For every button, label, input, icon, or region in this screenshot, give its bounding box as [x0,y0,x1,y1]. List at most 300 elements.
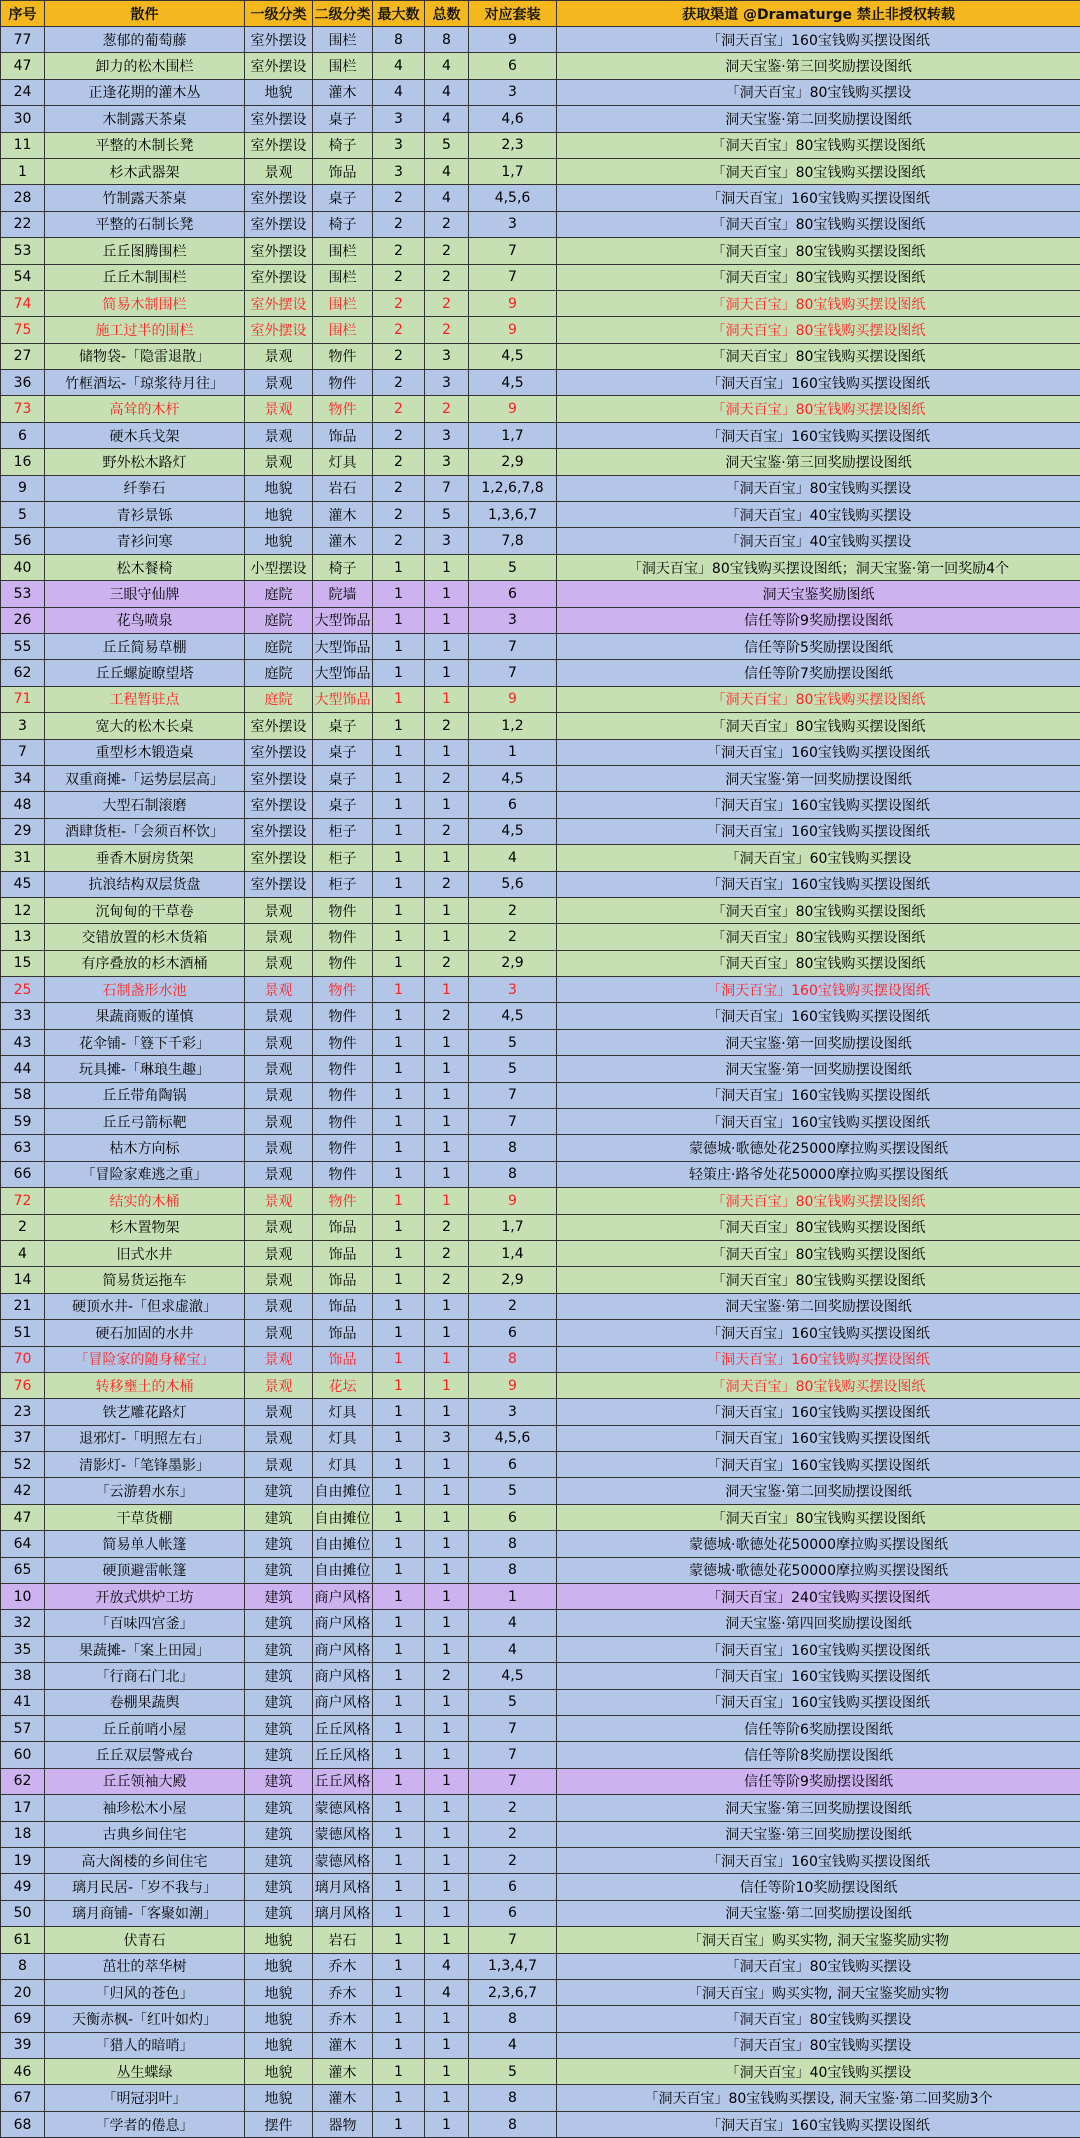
table-row [1,660,1080,686]
header-item: 散件 [45,1,245,27]
table-row [1,1874,1080,1900]
cell-source: 「洞天百宝」80宝钱购买摆设 [557,2006,1080,2032]
cell-source: 「洞天百宝」160宝钱购买摆设图纸 [557,185,1080,211]
cell-category-1: 地貌 [245,1953,313,1979]
cell-max: 1 [373,871,425,897]
cell-source: 「洞天百宝」160宝钱购买摆设图纸 [557,1847,1080,1873]
cell-source: 「洞天百宝」160宝钱购买摆设图纸 [557,27,1080,53]
cell-item: 石制盏形水池 [45,977,245,1003]
cell-item: 大型石制滚磨 [45,792,245,818]
cell-category-2: 饰品 [313,422,373,448]
cell-source: 轻策庄·路爷处花50000摩拉购买摆设图纸 [557,1161,1080,1187]
table-row [1,924,1080,950]
cell-category-1: 景观 [245,1056,313,1082]
cell-index: 59 [1,1109,45,1135]
table-row [1,1452,1080,1478]
cell-index: 76 [1,1372,45,1398]
table-row [1,396,1080,422]
cell-category-2: 蒙德风格 [313,1821,373,1847]
cell-total: 4 [425,1979,469,2005]
cell-total: 1 [425,581,469,607]
cell-category-2: 乔木 [313,1953,373,1979]
table-row [1,1584,1080,1610]
table-row [1,238,1080,264]
table-row [1,185,1080,211]
table-row [1,1927,1080,1953]
cell-index: 71 [1,686,45,712]
cell-set: 1,7 [469,158,557,184]
cell-category-2: 围栏 [313,264,373,290]
cell-item: 丘丘带角陶锅 [45,1082,245,1108]
cell-index: 68 [1,2111,45,2137]
cell-total: 2 [425,290,469,316]
cell-max: 1 [373,1135,425,1161]
cell-source: 「洞天百宝」80宝钱购买摆设, 洞天宝鉴·第二回奖励3个 [557,2085,1080,2111]
cell-item: 硬顶水井-「但求虚澈」 [45,1293,245,1319]
cell-set: 7 [469,264,557,290]
cell-total: 3 [425,1425,469,1451]
cell-item: 三眼守仙牌 [45,581,245,607]
cell-category-1: 景观 [245,950,313,976]
cell-index: 47 [1,53,45,79]
cell-item: 抗浪结构双层货盘 [45,871,245,897]
cell-index: 33 [1,1003,45,1029]
cell-max: 2 [373,370,425,396]
cell-category-1: 庭院 [245,607,313,633]
table-row [1,1636,1080,1662]
cell-set: 4,5,6 [469,1425,557,1451]
table-row [1,897,1080,923]
cell-category-2: 饰品 [313,1214,373,1240]
cell-category-2: 乔木 [313,1979,373,2005]
cell-source: 「洞天百宝」80宝钱购买摆设图纸 [557,238,1080,264]
cell-max: 1 [373,1504,425,1530]
cell-total: 1 [425,1452,469,1478]
table-row [1,1135,1080,1161]
table-row [1,845,1080,871]
cell-item: 结实的木桶 [45,1188,245,1214]
cell-set: 2,3,6,7 [469,1979,557,2005]
cell-total: 1 [425,897,469,923]
cell-source: 「洞天百宝」160宝钱购买摆设图纸 [557,1346,1080,1372]
cell-item: 「明冠羽叶」 [45,2085,245,2111]
cell-set: 9 [469,1372,557,1398]
cell-index: 45 [1,871,45,897]
cell-source: 「洞天百宝」160宝钱购买摆设图纸 [557,1399,1080,1425]
cell-total: 3 [425,343,469,369]
cell-max: 1 [373,792,425,818]
cell-category-1: 景观 [245,1082,313,1108]
cell-category-1: 建筑 [245,1689,313,1715]
cell-index: 54 [1,264,45,290]
cell-category-1: 小型摆设 [245,554,313,580]
cell-set: 2,9 [469,449,557,475]
cell-total: 2 [425,818,469,844]
cell-category-1: 摆件 [245,2111,313,2137]
cell-set: 6 [469,1504,557,1530]
cell-source: 「洞天百宝」160宝钱购买摆设图纸 [557,1452,1080,1478]
cell-source: 「洞天百宝」40宝钱购买摆设 [557,2059,1080,2085]
cell-total: 7 [425,475,469,501]
cell-index: 64 [1,1531,45,1557]
cell-source: 洞天宝鉴·第一回奖励摆设图纸 [557,765,1080,791]
cell-category-2: 丘丘风格 [313,1742,373,1768]
cell-max: 8 [373,27,425,53]
cell-source: 洞天宝鉴·第二回奖励摆设图纸 [557,1478,1080,1504]
cell-set: 1,2 [469,713,557,739]
cell-item: 卷棚果蔬舆 [45,1689,245,1715]
cell-category-2: 椅子 [313,554,373,580]
cell-item: 茁壮的萃华树 [45,1953,245,1979]
cell-max: 1 [373,924,425,950]
cell-max: 1 [373,1161,425,1187]
cell-category-1: 建筑 [245,1610,313,1636]
cell-category-1: 地貌 [245,1927,313,1953]
cell-index: 26 [1,607,45,633]
cell-set: 1,7 [469,1214,557,1240]
cell-category-2: 院墙 [313,581,373,607]
cell-index: 16 [1,449,45,475]
cell-source: 信任等阶8奖励摆设图纸 [557,1742,1080,1768]
cell-max: 2 [373,290,425,316]
cell-set: 2 [469,1847,557,1873]
cell-category-1: 建筑 [245,1742,313,1768]
cell-max: 1 [373,1979,425,2005]
cell-set: 2 [469,1293,557,1319]
cell-item: 袖珍松木小屋 [45,1795,245,1821]
cell-item: 丘丘图腾围栏 [45,238,245,264]
cell-category-2: 蒙德风格 [313,1795,373,1821]
cell-set: 4,5 [469,370,557,396]
cell-max: 1 [373,633,425,659]
cell-index: 18 [1,1821,45,1847]
table-row [1,1161,1080,1187]
cell-item: 有序叠放的杉木酒桶 [45,950,245,976]
cell-max: 1 [373,1557,425,1583]
cell-category-1: 室外摆设 [245,132,313,158]
cell-item: 璃月商铺-「客聚如潮」 [45,1900,245,1926]
cell-index: 17 [1,1795,45,1821]
cell-source: 「洞天百宝」160宝钱购买摆设图纸 [557,1636,1080,1662]
cell-index: 62 [1,1768,45,1794]
cell-max: 1 [373,1584,425,1610]
cell-set: 2 [469,897,557,923]
cell-max: 1 [373,1531,425,1557]
cell-index: 44 [1,1056,45,1082]
cell-category-1: 地貌 [245,528,313,554]
cell-item: 花伞铺-「簦下千彩」 [45,1029,245,1055]
cell-item: 青衫问寒 [45,528,245,554]
cell-source: 「洞天百宝」160宝钱购买摆设图纸 [557,871,1080,897]
cell-max: 1 [373,1240,425,1266]
cell-item: 丛生蝶绿 [45,2059,245,2085]
cell-source: 洞天宝鉴·第三回奖励摆设图纸 [557,53,1080,79]
cell-item: 玩具摊-「琳琅生趣」 [45,1056,245,1082]
cell-category-1: 景观 [245,158,313,184]
cell-source: 信任等阶5奖励摆设图纸 [557,633,1080,659]
cell-category-1: 景观 [245,1135,313,1161]
table-row [1,422,1080,448]
cell-set: 6 [469,1874,557,1900]
table-row [1,1610,1080,1636]
cell-set: 3 [469,977,557,1003]
cell-category-2: 商户风格 [313,1663,373,1689]
cell-set: 8 [469,1531,557,1557]
cell-category-1: 景观 [245,1109,313,1135]
cell-source: 洞天宝鉴·第一回奖励摆设图纸 [557,1029,1080,1055]
cell-max: 2 [373,185,425,211]
cell-max: 1 [373,1900,425,1926]
cell-category-1: 景观 [245,396,313,422]
table-row [1,2059,1080,2085]
table-body [1,27,1080,2138]
cell-index: 24 [1,79,45,105]
cell-source: 「洞天百宝」80宝钱购买摆设图纸 [557,897,1080,923]
cell-index: 66 [1,1161,45,1187]
cell-set: 7 [469,633,557,659]
cell-index: 50 [1,1900,45,1926]
cell-category-1: 室外摆设 [245,792,313,818]
table-row [1,317,1080,343]
cell-source: 「洞天百宝」80宝钱购买摆设图纸 [557,158,1080,184]
cell-category-2: 围栏 [313,238,373,264]
cell-category-1: 室外摆设 [245,53,313,79]
cell-total: 1 [425,1636,469,1662]
cell-max: 1 [373,1795,425,1821]
cell-total: 2 [425,396,469,422]
cell-category-2: 灌木 [313,2059,373,2085]
cell-category-1: 建筑 [245,1504,313,1530]
cell-item: 硬石加固的水井 [45,1320,245,1346]
cell-item: 「猎人的暗哨」 [45,2032,245,2058]
cell-set: 2,3 [469,132,557,158]
cell-category-2: 商户风格 [313,1636,373,1662]
cell-category-2: 自由摊位 [313,1478,373,1504]
cell-category-2: 桌子 [313,185,373,211]
cell-max: 1 [373,1267,425,1293]
cell-item: 杉木武器架 [45,158,245,184]
cell-source: 「洞天百宝」80宝钱购买摆设图纸 [557,950,1080,976]
cell-item: 宽大的松木长桌 [45,713,245,739]
cell-category-1: 室外摆设 [245,317,313,343]
cell-category-1: 庭院 [245,581,313,607]
cell-index: 73 [1,396,45,422]
cell-source: 信任等阶6奖励摆设图纸 [557,1716,1080,1742]
table-row [1,1557,1080,1583]
cell-total: 1 [425,792,469,818]
cell-source: 信任等阶9奖励摆设图纸 [557,1768,1080,1794]
cell-max: 1 [373,1372,425,1398]
cell-total: 2 [425,211,469,237]
cell-source: 洞天宝鉴·第二回奖励摆设图纸 [557,106,1080,132]
table-row [1,1847,1080,1873]
cell-total: 2 [425,1214,469,1240]
cell-max: 1 [373,977,425,1003]
cell-category-1: 室外摆设 [245,739,313,765]
cell-item: 「学者的倦息」 [45,2111,245,2137]
cell-set: 4 [469,845,557,871]
cell-category-2: 围栏 [313,27,373,53]
cell-category-2: 桌子 [313,792,373,818]
cell-category-2: 饰品 [313,1346,373,1372]
cell-item: 丘丘木制围栏 [45,264,245,290]
cell-index: 58 [1,1082,45,1108]
cell-max: 1 [373,1847,425,1873]
cell-item: 「行商石门北」 [45,1663,245,1689]
cell-category-2: 物件 [313,343,373,369]
cell-item: 丘丘双层警戒台 [45,1742,245,1768]
table-row [1,2111,1080,2137]
cell-category-1: 室外摆设 [245,765,313,791]
table-row [1,502,1080,528]
cell-set: 2 [469,924,557,950]
table-row [1,2085,1080,2111]
cell-set: 9 [469,396,557,422]
cell-category-2: 商户风格 [313,1689,373,1715]
cell-max: 1 [373,1478,425,1504]
cell-index: 31 [1,845,45,871]
cell-index: 32 [1,1610,45,1636]
cell-category-1: 景观 [245,422,313,448]
cell-max: 2 [373,502,425,528]
cell-index: 14 [1,1267,45,1293]
table-row [1,528,1080,554]
cell-total: 2 [425,1663,469,1689]
cell-max: 2 [373,528,425,554]
cell-source: 「洞天百宝」80宝钱购买摆设图纸 [557,343,1080,369]
cell-item: 璃月民居-「岁不我与」 [45,1874,245,1900]
cell-source: 「洞天百宝」80宝钱购买摆设图纸 [557,1372,1080,1398]
cell-category-2: 大型饰品 [313,633,373,659]
cell-source: 「洞天百宝」160宝钱购买摆设图纸 [557,2111,1080,2137]
cell-max: 1 [373,1689,425,1715]
table-row [1,1953,1080,1979]
table-row [1,2032,1080,2058]
cell-set: 4,5,6 [469,185,557,211]
cell-set: 4,5 [469,1663,557,1689]
cell-set: 2 [469,1821,557,1847]
cell-index: 28 [1,185,45,211]
cell-index: 42 [1,1478,45,1504]
cell-total: 1 [425,633,469,659]
cell-total: 2 [425,1240,469,1266]
cell-category-2: 物件 [313,1003,373,1029]
cell-item: 纤拳石 [45,475,245,501]
cell-source: 「洞天百宝」80宝钱购买摆设图纸 [557,1214,1080,1240]
cell-category-2: 物件 [313,370,373,396]
table-row [1,2006,1080,2032]
cell-total: 1 [425,1109,469,1135]
cell-category-2: 蒙德风格 [313,1847,373,1873]
cell-category-1: 室外摆设 [245,106,313,132]
cell-category-1: 室外摆设 [245,845,313,871]
cell-total: 1 [425,607,469,633]
cell-category-1: 景观 [245,343,313,369]
cell-total: 2 [425,765,469,791]
cell-category-2: 饰品 [313,1267,373,1293]
cell-source: 「洞天百宝」40宝钱购买摆设 [557,528,1080,554]
cell-total: 1 [425,1821,469,1847]
cell-set: 8 [469,2085,557,2111]
table-row [1,1742,1080,1768]
cell-set: 4 [469,2032,557,2058]
cell-index: 65 [1,1557,45,1583]
cell-category-1: 景观 [245,1425,313,1451]
cell-total: 1 [425,1557,469,1583]
cell-category-2: 自由摊位 [313,1531,373,1557]
cell-total: 1 [425,1029,469,1055]
cell-total: 1 [425,1847,469,1873]
cell-item: 「冒险家难逃之重」 [45,1161,245,1187]
cell-category-1: 室外摆设 [245,818,313,844]
cell-category-1: 景观 [245,1452,313,1478]
cell-index: 60 [1,1742,45,1768]
cell-set: 4 [469,1610,557,1636]
cell-item: 垂香木厨房货架 [45,845,245,871]
table-row [1,1768,1080,1794]
cell-total: 1 [425,2059,469,2085]
cell-set: 5 [469,1689,557,1715]
cell-total: 1 [425,1610,469,1636]
table-row [1,79,1080,105]
cell-index: 4 [1,1240,45,1266]
cell-source: 洞天宝鉴·第三回奖励摆设图纸 [557,449,1080,475]
cell-max: 1 [373,1742,425,1768]
cell-set: 2,9 [469,950,557,976]
cell-category-2: 饰品 [313,1320,373,1346]
cell-category-1: 景观 [245,1346,313,1372]
cell-category-1: 建筑 [245,1874,313,1900]
cell-category-2: 围栏 [313,317,373,343]
cell-category-2: 柜子 [313,871,373,897]
table-row [1,792,1080,818]
cell-max: 1 [373,1821,425,1847]
cell-category-1: 地貌 [245,79,313,105]
cell-total: 1 [425,1531,469,1557]
cell-category-1: 景观 [245,1267,313,1293]
table-row [1,1372,1080,1398]
cell-source: 洞天宝鉴·第三回奖励摆设图纸 [557,1821,1080,1847]
cell-item: 工程暂驻点 [45,686,245,712]
cell-source: 蒙德城·歌德处花50000摩拉购买摆设图纸 [557,1531,1080,1557]
cell-total: 3 [425,528,469,554]
cell-source: 「洞天百宝」160宝钱购买摆设图纸 [557,1320,1080,1346]
cell-item: 平整的木制长凳 [45,132,245,158]
table-row [1,633,1080,659]
cell-total: 2 [425,713,469,739]
cell-set: 1,7 [469,422,557,448]
cell-max: 1 [373,818,425,844]
table-row [1,871,1080,897]
cell-max: 1 [373,1029,425,1055]
table-row [1,1082,1080,1108]
cell-source: 「洞天百宝」80宝钱购买摆设图纸 [557,1267,1080,1293]
cell-source: 洞天宝鉴·第四回奖励摆设图纸 [557,1610,1080,1636]
cell-max: 1 [373,1636,425,1662]
cell-category-2: 灯具 [313,449,373,475]
cell-category-1: 景观 [245,1003,313,1029]
cell-total: 5 [425,132,469,158]
cell-category-2: 岩石 [313,475,373,501]
cell-set: 2 [469,1795,557,1821]
header-total: 总数 [425,1,469,27]
cell-index: 6 [1,422,45,448]
cell-total: 1 [425,686,469,712]
cell-max: 1 [373,607,425,633]
cell-category-2: 饰品 [313,1240,373,1266]
cell-index: 5 [1,502,45,528]
cell-category-2: 物件 [313,1135,373,1161]
